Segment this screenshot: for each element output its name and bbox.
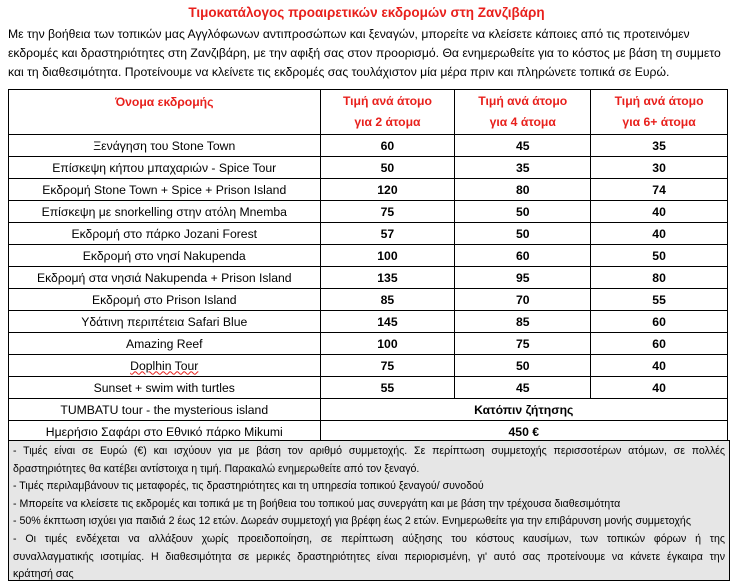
price-4: 50 [455, 223, 591, 245]
table-row-special [9, 399, 728, 421]
note-line: συναλλαγματικής ισοτιμίας. Η διαθεσιμότητα σε μερικές δραστηριότητες είναι περιορισμένη, γι' αυτό σας προτείνουμε να κάνετε έγκαιρα την [13, 550, 725, 563]
price-on-request: Κατόπιν ζήτησης [320, 399, 727, 421]
table-row [9, 311, 728, 333]
header-excursion-name: Όνομα εκδρομής [9, 90, 321, 135]
price-2: 75 [320, 201, 455, 223]
price-6: 35 [591, 135, 728, 157]
table-row [9, 355, 728, 377]
price-4: 35 [455, 157, 591, 179]
intro-line: και τη διαθεσιμότητα. Προτείνουμε να κλείνετε τις εκδρομές σας τουλάχιστον μία μέρα πριν και πληρώνετε τοπικά σε Ευρώ. [8, 65, 670, 79]
price-6: 74 [591, 179, 728, 201]
excursion-name: Doplhin Tour [9, 355, 321, 377]
note-line: - Μπορείτε να κλείσετε τις εκδρομές και τοπικά με τη βοήθεια του τοπικού μας συνεργάτη και με βάση την τρέχουσα διαθεσιμότητα [13, 497, 621, 510]
price-2: 120 [320, 179, 455, 201]
excursion-name: Ξενάγηση του Stone Town [9, 135, 321, 157]
excursion-name: Εκδρομή στο Prison Island [9, 289, 321, 311]
excursion-name: Επίσκεψη με snorkelling στην ατόλη Mnemba [9, 201, 321, 223]
table-row [9, 377, 728, 399]
table-row [9, 267, 728, 289]
note-line: - Οι τιμές ενδέχεται να αλλάξουν χωρίς προειδοποίηση, σε περίπτωση αύξησης του κόστους καυσίμων, των τοπικών φόρων ή της [13, 532, 725, 545]
intro-line: εκδρομές και δραστηριότητες στη Ζανζιβάρη, με την αφιξή σας στον προορισμό. Θα ενημερωθείτε για το κόστος με βάση τη συμμετο [8, 46, 721, 60]
price-4: 45 [455, 135, 591, 157]
price-2: 85 [320, 289, 455, 311]
intro-paragraph [8, 25, 733, 82]
excursion-name: Εκδρομή στα νησιά Nakupenda + Prison Island [9, 267, 321, 289]
note-line: δραστηριότητες θα κατέβει αντίστοιχα η τιμή. Παρακαλώ ενημερωθείτε από τον ξεναγό. [13, 462, 420, 475]
price-4: 50 [455, 355, 591, 377]
header-price-4: Τιμή ανά άτομο για 4 άτομα [455, 90, 591, 135]
excursion-name: Επίσκεψη κήπου μπαχαριών - Spice Tour [9, 157, 321, 179]
price-2: 60 [320, 135, 455, 157]
note-line: - Τιμές είναι σε Ευρώ (€) και ισχύουν για με βάση τον αριθμό συμμετοχής. Σε περίπτωση συμμετοχής περισσοτέρων ατόμων, σε πολλές [13, 445, 725, 457]
price-6: 40 [591, 223, 728, 245]
excursion-name: Sunset + swim with turtles [9, 377, 321, 399]
price-4: 60 [455, 245, 591, 267]
table-row [9, 157, 728, 179]
price-6: 40 [591, 377, 728, 399]
price-2: 75 [320, 355, 455, 377]
intro-line: Με την βοήθεια των τοπικών μας Αγγλόφωνων αντιπροσώπων και ξεναγών, μπορείτε να κλείσετε κάποιες από τις προτεινόμεν [8, 27, 690, 41]
header-price-6: Τιμή ανά άτομο για 6+ άτομα [591, 90, 728, 135]
price-table [8, 89, 728, 443]
price-4: 50 [455, 201, 591, 223]
price-6: 40 [591, 355, 728, 377]
price-2: 135 [320, 267, 455, 289]
price-6: 60 [591, 311, 728, 333]
excursion-name: Ημερήσιο Σαφάρι στο Εθνικό πάρκο Mikumi [9, 421, 321, 443]
price-2: 50 [320, 157, 455, 179]
price-2: 55 [320, 377, 455, 399]
price-6: 50 [591, 245, 728, 267]
price-fixed: 450 € [320, 421, 727, 443]
table-row [9, 201, 728, 223]
price-2: 57 [320, 223, 455, 245]
page-title: Τιμοκατάλογος προαιρετικών εκδρομών στη Ζανζιβάρη [188, 5, 545, 20]
excursion-name: Υδάτινη περιπέτεια Safari Blue [9, 311, 321, 333]
price-6: 60 [591, 333, 728, 355]
notes-box [8, 440, 730, 581]
note-line: κράτησή σας [13, 568, 74, 581]
price-2: 100 [320, 333, 455, 355]
table-row [9, 289, 728, 311]
table-row [9, 179, 728, 201]
price-4: 80 [455, 179, 591, 201]
price-2: 100 [320, 245, 455, 267]
excursion-name: Εκδρομή στο πάρκο Jozani Forest [9, 223, 321, 245]
price-4: 70 [455, 289, 591, 311]
price-4: 45 [455, 377, 591, 399]
price-4: 85 [455, 311, 591, 333]
price-6: 55 [591, 289, 728, 311]
price-6: 30 [591, 157, 728, 179]
table-row [9, 333, 728, 355]
header-price-2: Τιμή ανά άτομο για 2 άτομα [320, 90, 455, 135]
note-line: - 50% έκπτωση ισχύει για παιδιά 2 έως 12 ετών. Δωρεάν συμμετοχή για βρέφη έως 2 ετών. Ενημερωθείτε για την επιβάρυνση μονής συμμετοχής [13, 515, 691, 528]
price-4: 75 [455, 333, 591, 355]
note-line: - Τιμές περιλαμβάνουν τις μεταφορές, τις δραστηριότητες και τη υπηρεσία τοπικού ξεναγού/ συνοδού [13, 480, 484, 493]
price-2: 145 [320, 311, 455, 333]
table-row [9, 135, 728, 157]
excursion-name: Εκδρομή στο νησί Nakupenda [9, 245, 321, 267]
excursion-name: Εκδρομή Stone Town + Spice + Prison Island [9, 179, 321, 201]
table-row [9, 223, 728, 245]
table-header-row [9, 90, 728, 135]
price-4: 95 [455, 267, 591, 289]
price-6: 40 [591, 201, 728, 223]
price-6: 80 [591, 267, 728, 289]
table-row [9, 245, 728, 267]
excursion-name: Amazing Reef [9, 333, 321, 355]
excursion-name: TUMBATU tour - the mysterious island [9, 399, 321, 421]
